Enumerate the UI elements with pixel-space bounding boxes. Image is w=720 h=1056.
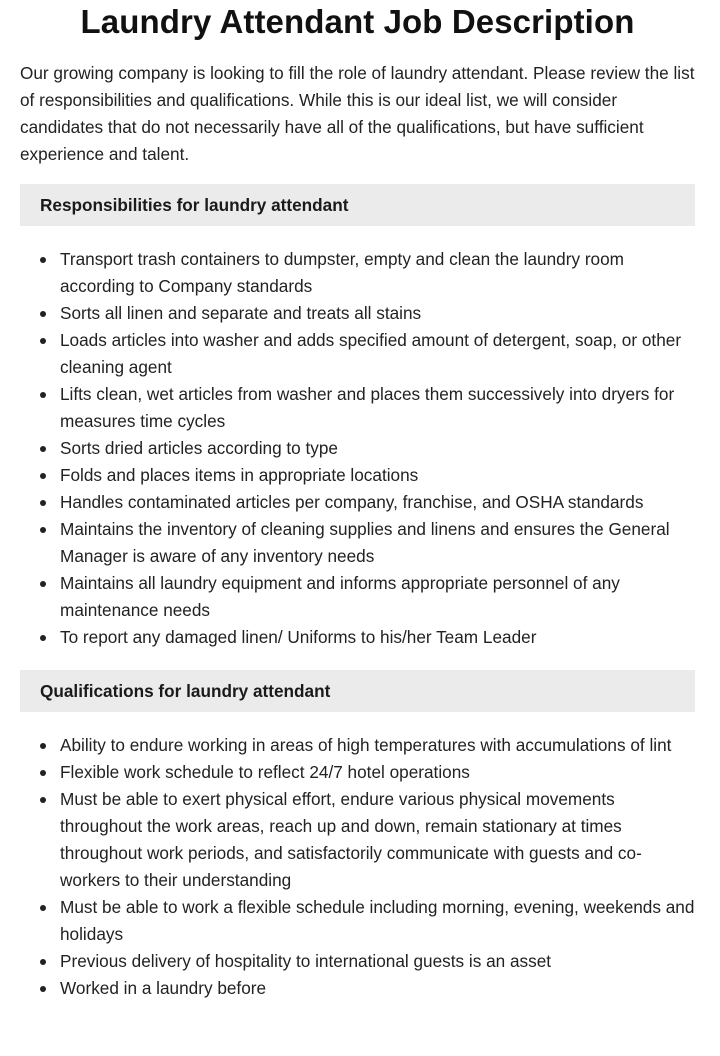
bullet-icon [40, 338, 46, 344]
bullet-icon [40, 905, 46, 911]
bullet-icon [40, 473, 46, 479]
list-item-text: Maintains the inventory of cleaning supplies and linens and ensures the General Manager is aware of any inventory needs [60, 519, 670, 566]
list-item-text: Worked in a laundry before [60, 978, 267, 998]
list-item [20, 786, 695, 894]
list-item-text: Sorts dried articles according to type [60, 438, 338, 458]
page-title: Laundry Attendant Job Description [80, 3, 635, 40]
list-item [20, 570, 695, 624]
bullet-icon [40, 392, 46, 398]
list-item-text: To report any damaged linen/ Uniforms to his/her Team Leader [60, 627, 537, 647]
list-item [20, 516, 695, 570]
list-item-text: Lifts clean, wet articles from washer and places them successively into dryers for measures time cycles [60, 384, 675, 431]
list-item [20, 381, 695, 435]
list-item [20, 759, 695, 786]
bullet-icon [40, 635, 46, 641]
list-item [20, 732, 695, 759]
list-item-text: Loads articles into washer and adds specified amount of detergent, soap, or other cleaning agent [60, 330, 682, 377]
list-item-text: Handles contaminated articles per company, franchise, and OSHA standards [60, 492, 644, 512]
list-item [20, 894, 695, 948]
qualifications-list [20, 732, 695, 1002]
intro-paragraph: Our growing company is looking to fill the role of laundry attendant. Please review the list of responsibilities and qualifications. While this is our ideal list, we will consider candidates that do not necessarily have all of the qualifications, but have sufficient experience and talent. [20, 63, 695, 164]
bullet-icon [40, 257, 46, 263]
list-item-text: Maintains all laundry equipment and informs appropriate personnel of any maintenance needs [60, 573, 620, 620]
list-item-text: Must be able to work a flexible schedule including morning, evening, weekends and holidays [60, 897, 695, 944]
list-item [20, 246, 695, 300]
list-item [20, 435, 695, 462]
responsibilities-header [20, 184, 695, 226]
list-item [20, 975, 695, 1002]
bullet-icon [40, 581, 46, 587]
list-item-text: Sorts all linen and separate and treats all stains [60, 303, 422, 323]
list-item-text: Transport trash containers to dumpster, empty and clean the laundry room according to Company standards [60, 249, 624, 296]
list-item [20, 462, 695, 489]
qualifications-header [20, 670, 695, 712]
responsibilities-list [20, 246, 695, 651]
list-item [20, 624, 695, 651]
bullet-icon [40, 446, 46, 452]
bullet-icon [40, 797, 46, 803]
list-item-text: Flexible work schedule to reflect 24/7 hotel operations [60, 762, 470, 782]
qualifications-heading: Qualifications for laundry attendant [40, 680, 331, 701]
list-item-text: Previous delivery of hospitality to international guests is an asset [60, 951, 552, 971]
list-item [20, 300, 695, 327]
list-item [20, 948, 695, 975]
list-item-text: Must be able to exert physical effort, endure various physical movements throughout the work areas, reach up and down, remain stationary at times throughout work periods, and satisfactorily communicate with guests and co-workers to their understanding [60, 789, 642, 890]
list-item-text: Ability to endure working in areas of high temperatures with accumulations of lint [60, 735, 672, 755]
bullet-icon [40, 311, 46, 317]
list-item [20, 327, 695, 381]
bullet-icon [40, 959, 46, 965]
list-item-text: Folds and places items in appropriate locations [60, 465, 419, 485]
bullet-icon [40, 770, 46, 776]
list-item [20, 489, 695, 516]
bullet-icon [40, 500, 46, 506]
responsibilities-heading: Responsibilities for laundry attendant [40, 194, 349, 215]
bullet-icon [40, 527, 46, 533]
bullet-icon [40, 743, 46, 749]
bullet-icon [40, 986, 46, 992]
